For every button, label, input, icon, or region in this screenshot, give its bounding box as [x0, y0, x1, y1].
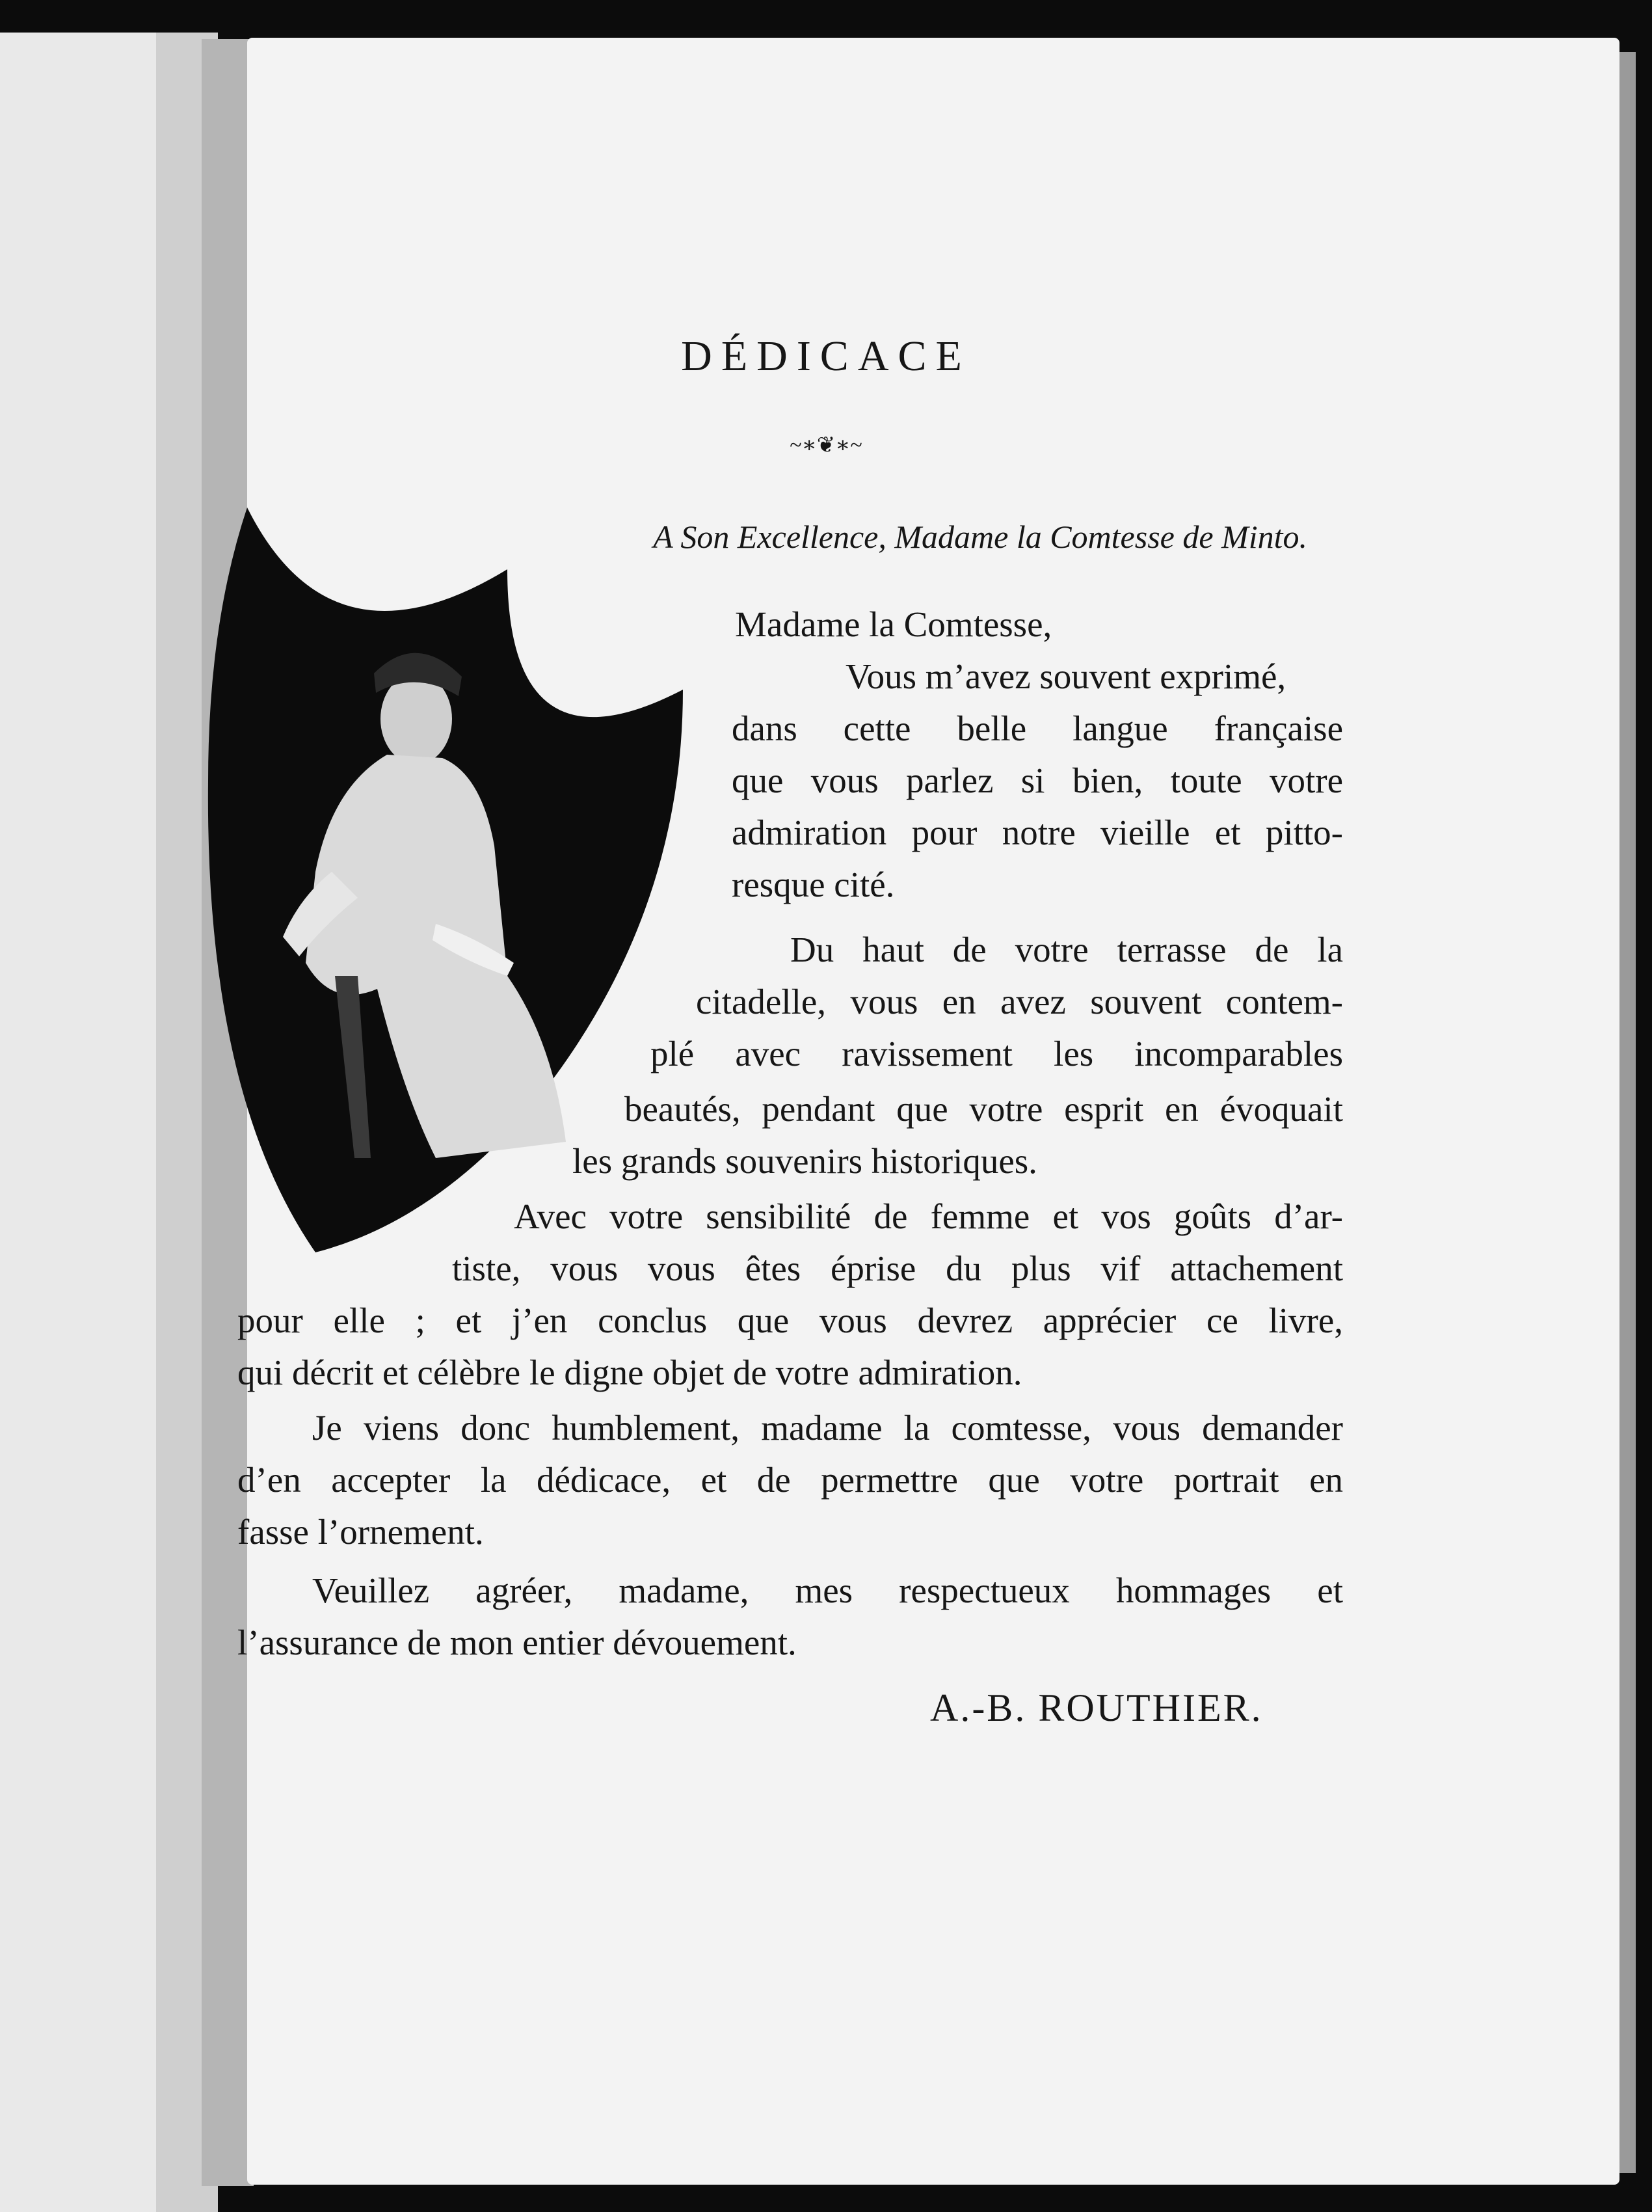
text-line-7: Du haut de votre terrasse de la [790, 930, 1343, 969]
signature: A.-B. ROUTHIER. [930, 1686, 1263, 1729]
text-line-8: citadelle, vous en avez souvent contem- [696, 982, 1343, 1021]
text-line-11: les grands souvenirs historiques. [572, 1141, 1037, 1181]
page-title: DÉDICACE [681, 332, 971, 380]
text-line-1: Madame la Comtesse, [735, 604, 1052, 644]
text-line-17: d’en accepter la dédicace, et de permettre que votre portrait en [237, 1460, 1343, 1500]
text-line-10: beautés, pendant que votre esprit en évoquait [624, 1089, 1343, 1129]
text-line-4: que vous parlez si bien, toute votre [732, 761, 1343, 800]
text-line-5: admiration pour notre vieille et pitto- [732, 813, 1343, 852]
text-line-3: dans cette belle langue française [732, 708, 1343, 748]
text-line-18: fasse l’ornement. [237, 1512, 484, 1552]
text-line-14: pour elle ; et j’en conclus que vous devrez apprécier ce livre, [237, 1301, 1343, 1340]
text-line-20: l’assurance de mon entier dévouement. [237, 1623, 797, 1662]
text-line-9: plé avec ravissement les incomparables [650, 1034, 1343, 1073]
text-line-15: qui décrit et célèbre le digne objet de votre admiration. [237, 1353, 1022, 1392]
dedication-addressee: A Son Excellence, Madame la Comtesse de Minto. [653, 519, 1307, 555]
text-line-16: Je viens donc humblement, madame la comtesse, vous demander [312, 1408, 1343, 1448]
text-line-13: tiste, vous vous êtes éprise du plus vif attachement [452, 1248, 1343, 1288]
text-line-19: Veuillez agréer, madame, mes respectueux hommages et [312, 1571, 1343, 1610]
title-ornament: ~∗❦∗~ [790, 433, 862, 457]
text-line-2: Vous m’avez souvent exprimé, [846, 656, 1286, 696]
text-line-12: Avec votre sensibilité de femme et vos goûts d’ar- [514, 1196, 1343, 1236]
text-line-6: resque cité. [732, 865, 895, 904]
